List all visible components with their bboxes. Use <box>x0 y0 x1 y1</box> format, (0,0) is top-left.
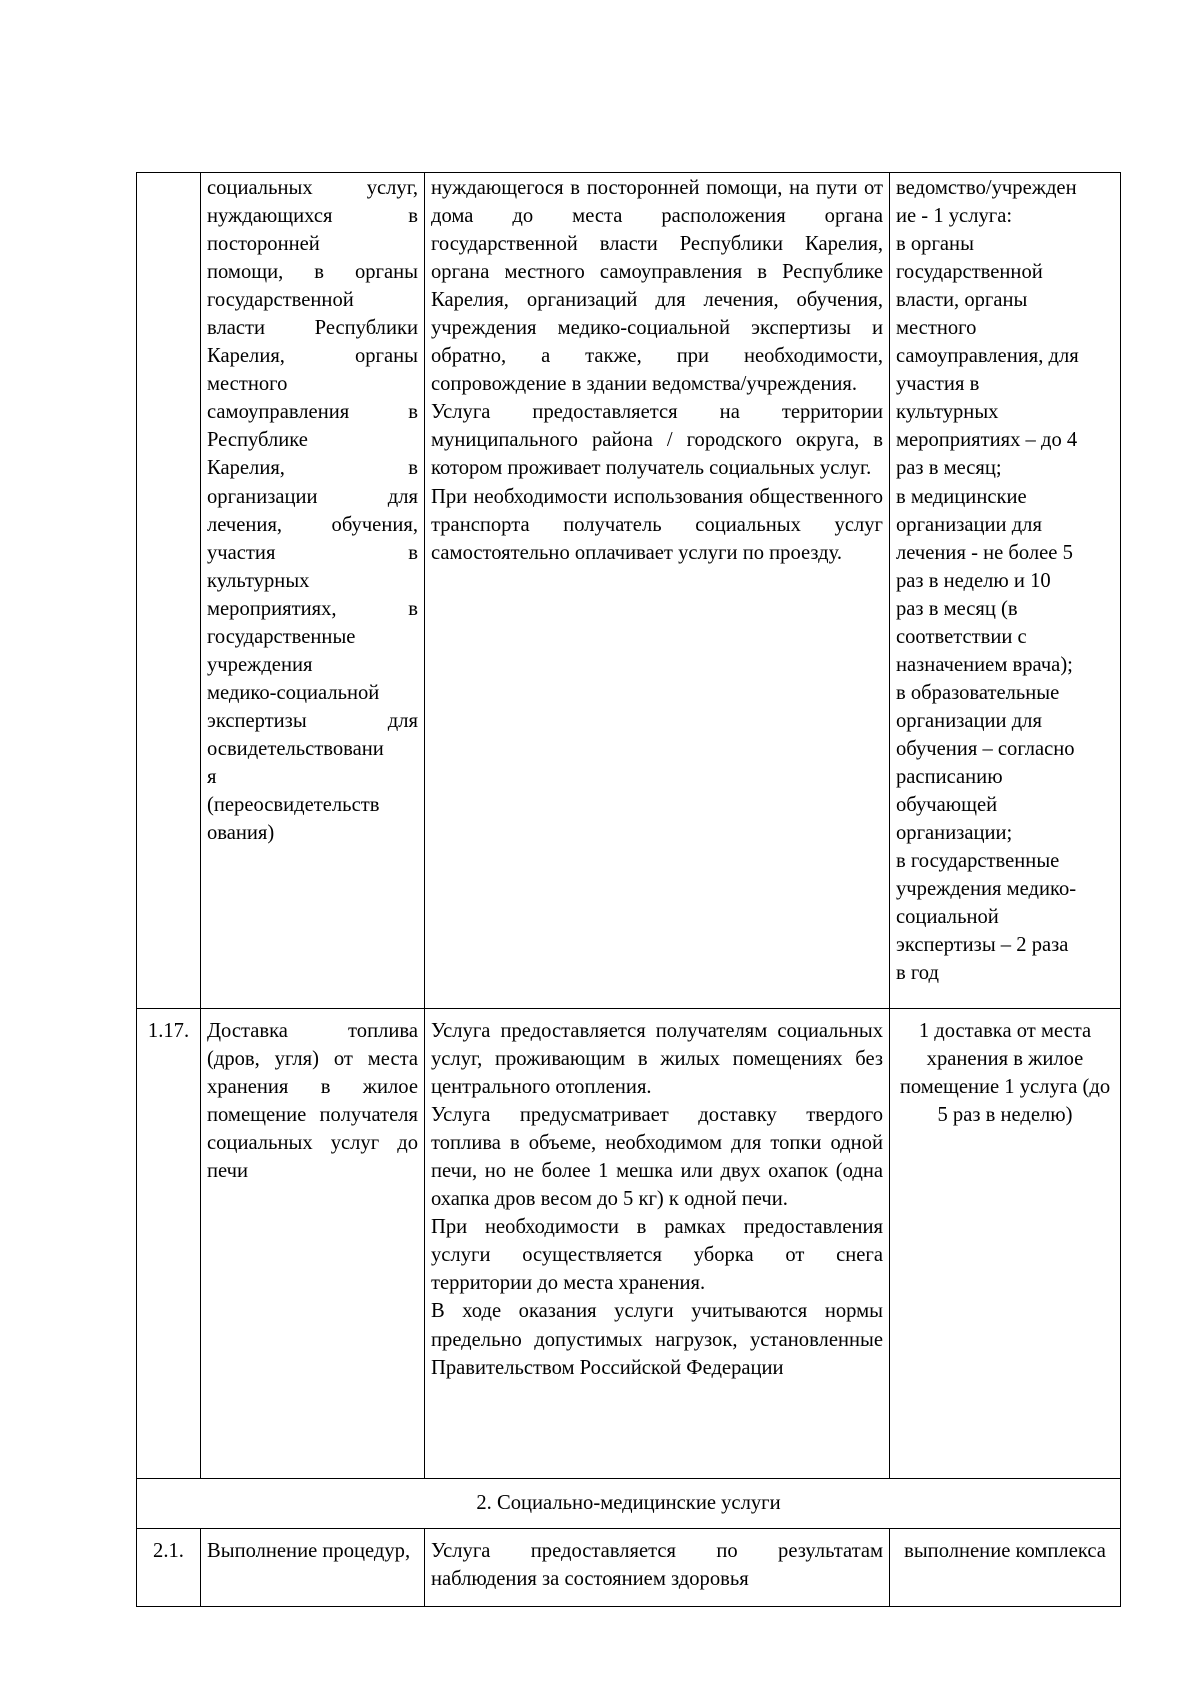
section-title: 2. Социально-медицинские услуги <box>137 1479 1121 1529</box>
text-line: посторонней <box>207 233 320 256</box>
text-line: назначением врача); <box>896 653 1073 676</box>
text-line: государственные <box>207 625 356 648</box>
text-line: Республике <box>207 429 308 452</box>
text-line: раз в месяц (в <box>896 597 1018 620</box>
service-volume-cell <box>890 173 1121 1009</box>
service-volume-cell <box>890 1009 1121 1479</box>
text-line: расписанию <box>896 765 1003 788</box>
text-line: самоуправления в <box>207 401 418 424</box>
description-paragraph: При необходимости в рамках предоставления услуги осуществляется уборка от снега территории до места хранения. <box>431 1216 883 1295</box>
text-line: участия в <box>207 541 418 564</box>
service-volume: выполнение комплекса <box>904 1540 1106 1562</box>
row-number-cell: 1.17. <box>137 1009 201 1479</box>
text-line: власти Республики <box>207 317 418 340</box>
text-line: мероприятиях – до 4 <box>896 429 1078 452</box>
service-description-cell <box>425 1009 890 1479</box>
text-line: учреждения медико- <box>896 878 1077 901</box>
text-line: социальной <box>896 906 999 929</box>
text-line: участия в <box>896 373 980 396</box>
text-line: в государственные <box>896 850 1060 873</box>
text-line: государственной <box>207 289 354 312</box>
service-volume-cell <box>890 1529 1121 1607</box>
text-line: лечения - не более 5 <box>896 541 1073 564</box>
text-line: в год <box>896 962 939 985</box>
text-line: ования) <box>207 822 275 845</box>
service-description-cell <box>425 1529 890 1607</box>
table-row <box>137 1529 1121 1607</box>
services-table <box>136 172 1121 1607</box>
description-paragraph: Услуга предоставляется на территории муниципального района / городского округа, в котором проживает получатель социальных услуг. <box>431 401 883 480</box>
service-description-cell <box>425 173 890 1009</box>
text-line: я <box>207 765 217 788</box>
text-line: медико-социальной <box>207 681 380 704</box>
description-paragraph: Услуга предоставляется по результатам наблюдения за состоянием здоровья <box>431 1540 883 1591</box>
description-paragraph: В ходе оказания услуги учитываются нормы предельно допустимых нагрузок, установленные Правительством Российской Федерации <box>431 1300 883 1379</box>
text-line: организации для <box>896 709 1042 732</box>
description-paragraph: Услуга предусматривает доставку твердого топлива в объеме, необходимом для топки одной печи, но не более 1 мешка или двух охапок (одна охапка дров весом до 5 кг) к одной печи. <box>431 1104 883 1211</box>
service-volume: 1 доставка от места хранения в жилое помещение 1 услуга (до 5 раз в неделю) <box>899 1020 1111 1127</box>
row-number-cell <box>137 173 201 1009</box>
text-line: организации для <box>207 485 418 508</box>
text-line: местного <box>896 317 977 340</box>
service-name-cell <box>201 1529 425 1607</box>
text-line: ведомство/учрежден <box>896 177 1077 199</box>
text-line: обучения – согласно <box>896 737 1075 760</box>
text-line: помощи, в органы <box>207 261 418 284</box>
text-line: в органы <box>896 233 974 256</box>
text-line: самоуправления, для <box>896 345 1079 368</box>
text-line: экспертизы для <box>207 709 418 732</box>
text-line: местного <box>207 373 288 396</box>
service-name: Выполнение процедур, <box>207 1540 411 1562</box>
service-name: Доставка топлива (дров, угля) от места хранения в жилое помещение получателя социальных услуг до печи <box>207 1020 418 1183</box>
description-paragraph: При необходимости использования общественного транспорта получатель социальных услуг самостоятельно оплачивает услуги по проезду. <box>431 485 883 564</box>
description-paragraph: нуждающегося в посторонней помощи, на пути от дома до места расположения органа государственной власти Республики Карелия, органа местного самоуправления в Республике Карелия, организаций для лечения, обучения, учреждения медико-социальной экспертизы и обратно, а также, при необходимости, сопровождение в здании ведомства/учреждения. <box>431 177 883 396</box>
text-line: в образовательные <box>896 681 1060 704</box>
text-line: раз в месяц; <box>896 457 1002 480</box>
text-line: ие - 1 услуга: <box>896 205 1013 228</box>
text-line: нуждающихся в <box>207 205 418 228</box>
text-line: соответствии с <box>896 625 1027 648</box>
text-line: организации для <box>896 513 1042 536</box>
text-line: лечения, обучения, <box>207 513 418 536</box>
text-line: учреждения <box>207 653 313 676</box>
text-line: мероприятиях, в <box>207 597 418 620</box>
table-row <box>137 1009 1121 1479</box>
service-name-lines <box>207 174 418 847</box>
service-name-cell <box>201 1009 425 1479</box>
text-line: Карелия, в <box>207 457 418 480</box>
text-line: власти, органы <box>896 289 1028 312</box>
row-number-cell: 2.1. <box>137 1529 201 1607</box>
text-line: культурных <box>207 569 310 592</box>
service-name-cell <box>201 173 425 1009</box>
text-line: Карелия, органы <box>207 345 418 368</box>
text-line: освидетельствовани <box>207 737 384 760</box>
text-line: обучающей <box>896 794 998 817</box>
text-line: культурных <box>896 401 999 424</box>
text-line: организации; <box>896 822 1013 845</box>
text-line: в медицинские <box>896 485 1027 508</box>
service-volume-lines <box>896 174 1114 987</box>
description-paragraph: Услуга предоставляется получателям социальных услуг, проживающим в жилых помещениях без центрального отопления. <box>431 1020 883 1099</box>
table-row <box>137 173 1121 1009</box>
text-line: социальных услуг, <box>207 177 418 199</box>
text-line: (переосвидетельств <box>207 794 380 817</box>
text-line: государственной <box>896 261 1043 284</box>
text-line: экспертизы – 2 раза <box>896 934 1069 957</box>
text-line: раз в неделю и 10 <box>896 569 1051 592</box>
section-header-row <box>137 1479 1121 1529</box>
